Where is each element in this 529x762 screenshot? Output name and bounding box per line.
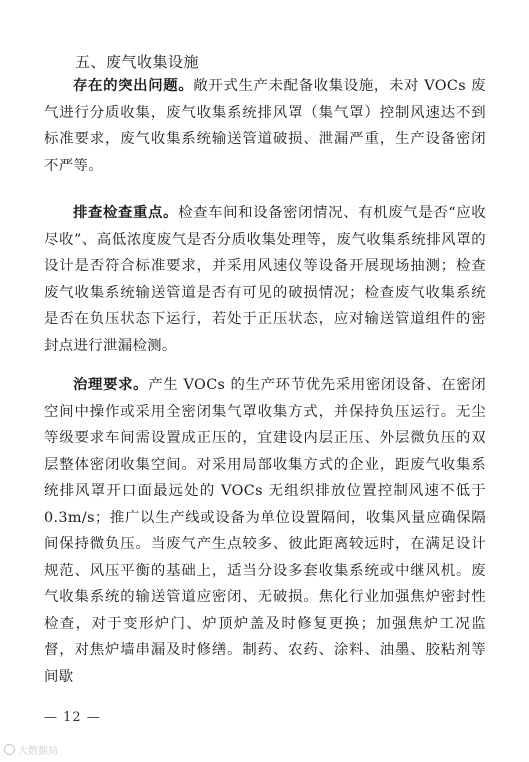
watermark bbox=[4, 742, 58, 757]
section-heading: 五、废气收集设施 bbox=[75, 53, 200, 71]
paragraph-lead: 治理要求。 bbox=[73, 376, 149, 393]
paragraph-problems bbox=[44, 73, 486, 179]
page-number: — 12 — bbox=[44, 710, 101, 725]
paragraph-text: 敞开式生产未配备收集设施，未对 VOCs 废气进行分质收集，废气收集系统排风罩（集气罩）控制风速达不到标准要求，废气收集系统输送管道破损、泄漏严重，生产设备密闭不严等。 bbox=[44, 78, 486, 174]
paragraph-text: 产生 VOCs 的生产环节优先采用密闭设备、在密闭空间中操作或采用全密闭集气罩收集方式，并保持负压运行。无尘等级要求车间需设置成正压的，宜建设内层正压、外层微负压的双层整体密闭收集空间。对采用局部收集方式的企业，距废气收集系统排风罩开口面最远处的 VOCs 无组织排放位置控制风速不低于 0.3m/s；推广以生产线或设备为单位设置隔间，收集风量应确保隔间保持微负压。当废气产生点较多、彼此距离较远时，在满足设计规范、风压平衡的基础上，适当分设多套收集系统或中继风机。废气收集系统的输送管道应密闭、无破损。焦化行业加强焦炉密封性检查，对于变形炉门、炉顶炉盖及时修复更换；加强焦炉工况监督，对焦炉墙串漏及时修缮。制药、农药、涂料、油墨、胶粘剂等间歇 bbox=[44, 377, 486, 685]
paragraph-requirements bbox=[44, 372, 486, 690]
paragraph-lead: 存在的突出问题。 bbox=[73, 77, 194, 94]
paragraph-inspection-focus bbox=[44, 200, 486, 359]
paragraph-lead: 排查检查重点。 bbox=[73, 204, 179, 221]
paragraph-text: 检查车间和设备密闭情况、有机废气是否“应收尽收”、高低浓度废气是否分质收集处理等，废气收集系统排风罩的设计是否符合标准要求，并采用风速仪等设备开展现场抽测；检查废气收集系统输送管道是否有可见的破损情况；检查废气收集系统是否在负压状态下运行，若处于正压状态，应对输送管道组件的密封点进行泄漏检测。 bbox=[44, 205, 486, 354]
watermark-icon bbox=[4, 744, 15, 755]
watermark-text: 大数据局 bbox=[18, 746, 58, 757]
